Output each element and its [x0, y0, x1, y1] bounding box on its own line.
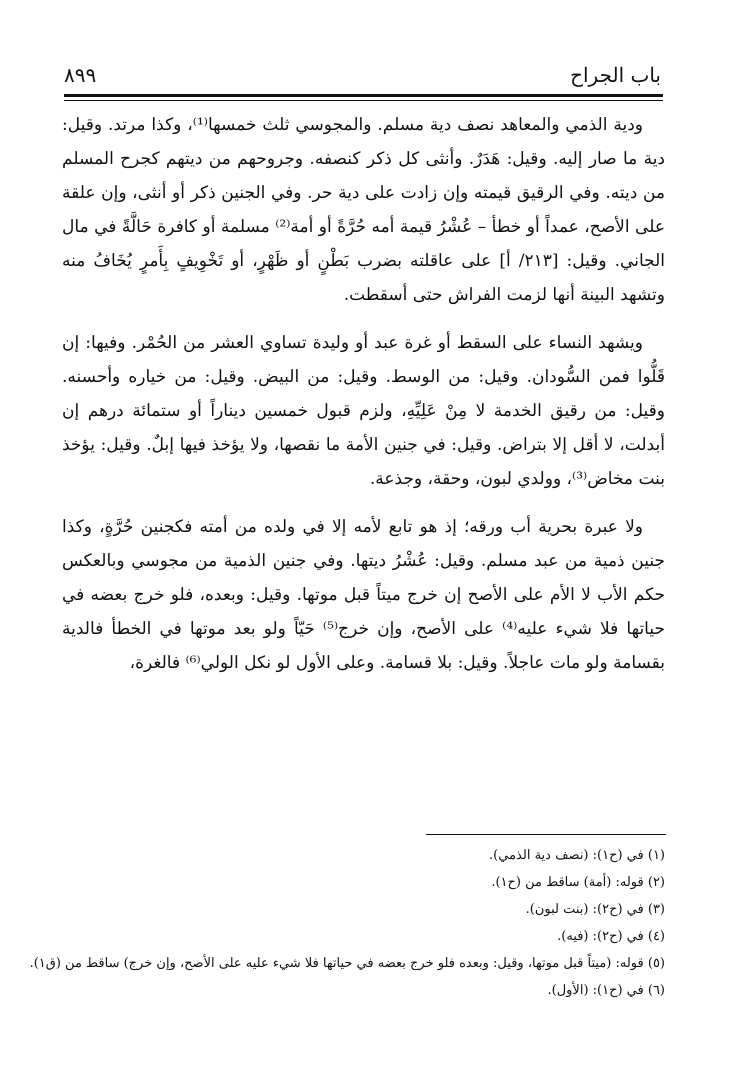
header-rule-thick: [64, 94, 663, 97]
chapter-title: باب الجراح: [570, 63, 661, 87]
footnote: (٦) في (ح١): (الأول).: [547, 983, 665, 998]
footnotes: [29, 842, 665, 1004]
footnote: (٣) في (ح٢): (بنت لبون).: [525, 902, 665, 917]
paragraph: ولا عبرة بحرية أب ورقه؛ إذ هو تابع لأمه إلا في ولده من أمته فكجنين حُرَّةٍ، وكذا جنين ذمية من عبد مسلم. وقيل: عُشْرُ ديتها. وفي جنين الذمية من مجوسي وبالعكس حكم الأب لا الأم على الأصح إن خرج ميتاً قبل موتها. وقيل: وبعده، فلو خرج بعضه في حياتها فلا شيء عليه⁽⁴⁾ على الأصح، وإن خرج⁽⁵⁾ حَيّاً ولو بعد موتها في الخطأ فالدية بقسامة ولو مات عاجلاً. وقيل: بلا قسامة. وعلى الأول لو نكل الولي⁽⁶⁾ فالغرة،: [62, 517, 665, 673]
paragraph: ويشهد النساء على السقط أو غرة عبد أو وليدة تساوي العشر من الحُمْر. وفيها: إن قَلُّوا فمن السُّودان. وقيل: من الوسط. وقيل: من البيض. وقيل: من خياره وأحسنه. وقيل: من رقيق الخدمة لا مِنْ عَلِيِّهِ، ولزم قبول خمسين ديناراً أو ستمائة درهم إن أبدلت، لا أقل إلا بتراض. وقيل: في جنين الأمة ما نقصها، ولا يؤخذ فيها إبلٌ. وقيل: يؤخذ بنت مخاض⁽³⁾، وولدي لبون، وحقة، وجذعة.: [62, 333, 665, 489]
footnote: (١) في (ح١): (نصف دية الذمي).: [489, 848, 665, 863]
footnote: (٤) في (ح٢): (فيه).: [557, 929, 665, 944]
paragraph: ودية الذمي والمعاهد نصف دية مسلم. والمجوسي ثلث خمسها⁽¹⁾، وكذا مرتد. وقيل: دية ما صار إليه. وقيل: هَدَرٌ. وأنثى كل ذكر كنصفه. وجروحهم من ديتهم كجرح المسلم من ديته. وفي الرقيق قيمته وإن زادت على دية حر. وفي الجنين ذكر أو أنثى، وإن علقة على الأصح، عمداً أو خطأ – عُشْرُ قيمة أمه حُرَّةً أو أمة⁽²⁾ مسلمة أو كافرة حَالَّةً في مال الجاني. وقيل: [٢١٣/ أ] على عاقلته بضرب بَطْنٍ أو ظَهْرٍ، أو تَخْوِيفٍ بِأَمرٍ يُخَافُ منه وتشهد البينة أنها لزمت الفراش حتى أسقطت.: [62, 115, 665, 305]
main-text: [62, 108, 665, 694]
header-rule-thin: [64, 100, 663, 101]
footnote-separator: [426, 834, 666, 835]
running-header: [64, 60, 661, 90]
footnote: (٢) قوله: (أمة) ساقط من (ح١).: [491, 875, 665, 890]
footnote: (٥) قوله: (ميتاً قبل موتها، وقيل: وبعده فلو خرج بعضه في حياتها فلا شيء عليه على الأصح، وإن خرج) ساقط من (ق١).: [29, 956, 665, 971]
page-number: ٨٩٩: [64, 63, 97, 87]
